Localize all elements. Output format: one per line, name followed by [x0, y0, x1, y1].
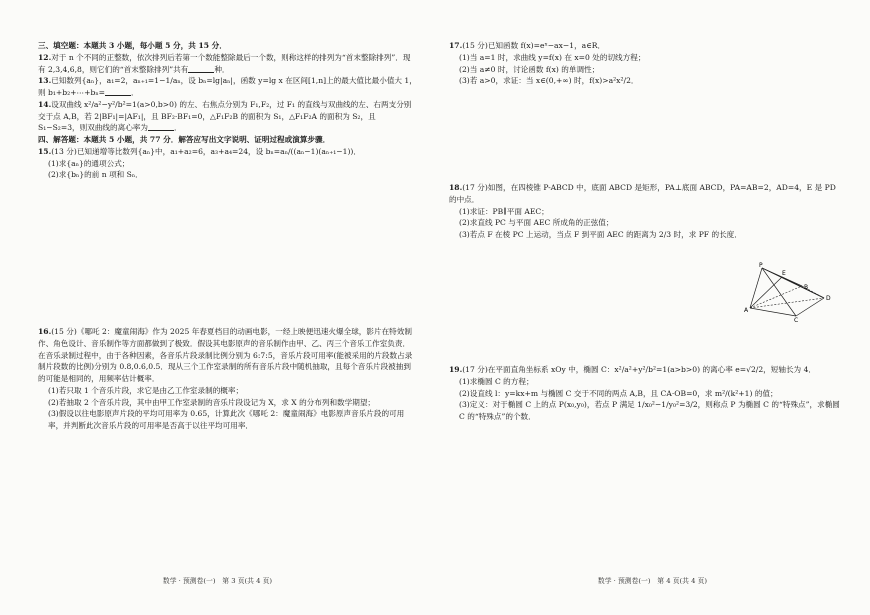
edge-BC [796, 298, 824, 316]
q14-tail: ． [174, 123, 182, 133]
section3-header: 三、填空题：本题共 3 小题，每小题 5 分，共 15 分． [38, 41, 227, 50]
q17-part-1: (1)当 a=1 时，求曲线 y=f(x) 在 x=0 处的切线方程； [459, 52, 646, 62]
q16-text: (15 分)《哪吒 2：魔童闹海》作为 2025 年春夏档目的动画电影，一经上映便迅速火爆全球，影片在特效制作、角色设计、音乐制作等方面都做到了极致．假设其电影原声的音乐制作由甲、乙、丙三个音乐工作室负责．在音乐录制过程中，由于各种因素，各音乐片段录制比例分别为 6:7:5，音乐片段可用率(能被采用的片段数占录制片段数的比例)分别为 0.8,0.6,0.5．现从三个工作室录制的所有音乐片段中随机抽取，且每个音乐片段被抽到的可能是相同的，用频率估计概率． [38, 327, 413, 384]
label-D: D [826, 295, 831, 302]
label-C: C [794, 317, 799, 322]
page-4 [435, 0, 870, 615]
q12-answer-blank [188, 64, 214, 73]
q16-number: 16. [38, 327, 52, 336]
q12-number: 12. [38, 52, 52, 62]
q19-part-2: (2)设直线 l：y=kx+m 与椭圆 C 交于不同的两点 A,B，且 CA·OB=0，求 m²/(k²+1) 的值； [459, 388, 778, 398]
q13-text: 已知数列{aₙ}，a₁=2，aₙ₊₁=1−1/aₙ，设 bₙ=lg|aₙ|，函数 y=lg x 在区间[1,n]上的最大值比最小值大 1，则 b₁+b₂+⋯+bₙ= [38, 76, 417, 98]
q14-number: 14. [38, 99, 52, 109]
q16-part-1: (1)若只取 1 个音乐片段，求它是由乙工作室录制的概率； [48, 385, 244, 395]
q14-text: 设双曲线 x²/a²−y²/b²=1(a>0,b>0) 的左、右焦点分别为 F₁,F₂，过 F₁ 的直线与双曲线的左、右两支分别交于点 A,B，若 2|BF₁|=|AF₁|，且 BF₂·BF₁=0，△F₁F₂B 的面积为 S₁，△F₁F₂A 的面积为 S₂，且 S₁−S₂=3，则双曲线的离心率为 [38, 99, 412, 133]
q12-tail: 种． [214, 64, 230, 74]
q17-part-2: (2)当 a≠0 时，讨论函数 f(x) 的单调性； [459, 64, 600, 74]
question-14 [38, 99, 417, 134]
q18-number: 18. [449, 183, 463, 192]
page-3-column [38, 40, 417, 181]
page-3-footer: 数学 · 预测卷(一) 第 3 页(共 4 页) [162, 577, 273, 586]
q19-part-3: (3)定义：对于椭圆 C 上的点 P(x₀,y₀)，若点 P 满足 1/x₀²−1/y₀²=3/2，则称点 P 为椭圆 C 的“特殊点”，求椭圆 C 的“特殊点”的个数． [459, 400, 840, 422]
q17-text: (15 分)已知函数 f(x)=eˣ−ax−1，a∈R． [462, 41, 606, 50]
q13-answer-blank [105, 87, 131, 96]
question-19 [449, 364, 840, 376]
q16-part-3: (3)假设以往电影原声片段的平均可用率为 0.65，计算此次《哪吒 2：魔童闹海》电影原声音乐片段的可用率，并判断此次音乐片段的可用率是否高于以往平均可用率． [48, 409, 405, 431]
question-19-block [449, 364, 840, 423]
q19-number: 19. [449, 365, 463, 374]
edge-PB [762, 268, 796, 316]
question-15 [38, 146, 417, 158]
label-P: P [759, 262, 763, 269]
q18-part-3: (3)若点 F 在棱 PC 上运动，当点 F 到平面 AEC 的距离为 2/3 时，求 PF 的长度． [459, 230, 742, 240]
q13-number: 13. [38, 76, 52, 86]
q16-part-2: (2)若抽取 2 个音乐片段，其中由甲工作室录制的音乐片段设记为 X，求 X 的分布列和数学期望； [48, 397, 376, 407]
q15-number: 15. [38, 146, 52, 156]
q15-part-2: (2)求{bₙ}的前 n 项和 Sₙ． [48, 170, 143, 180]
pyramid-diagram [744, 262, 834, 322]
q17-number: 17. [449, 41, 463, 50]
q18-part-2: (2)求直线 PC 与平面 AEC 所成角的正弦值； [459, 218, 614, 228]
q17-part-3: (3)若 a>0，求证：当 x∈(0,+∞) 时，f(x)>a²x²/2． [459, 76, 639, 86]
q18-part-1: (1)求证：PB∥平面 AEC； [459, 206, 549, 216]
q14-answer-blank [148, 122, 174, 131]
question-16 [38, 326, 417, 385]
question-16-block [38, 326, 417, 432]
q15-part-1: (1)求{aₙ}的通项公式； [48, 158, 130, 168]
question-18-block [449, 182, 840, 241]
q15-text: (13 分)已知递增等比数列{aₙ}中，a₁+a₂=6，a₃+a₄=24，设 bₙ=aₙ/((aₙ−1)(aₙ₊₁−1))． [51, 146, 361, 156]
q12-text: 对于 n 个不同的正整数，依次排列后若第一个数能整除最后一个数，则称这样的排列为“首末整除排列”．现有 2,3,4,6,8，则它们的“首末整除排列”共有 [38, 52, 411, 74]
label-A: A [744, 307, 749, 314]
q19-part-1: (1)求椭圆 C 的方程； [459, 376, 534, 386]
pyramid-figure [744, 262, 834, 322]
label-E: E [782, 270, 786, 277]
page-4-column [449, 40, 840, 87]
question-13 [38, 75, 417, 99]
edge-AB [750, 308, 796, 316]
q13-tail: ． [131, 88, 139, 98]
question-18 [449, 182, 840, 206]
page-4-footer: 数学 · 预测卷(一) 第 4 页(共 4 页) [597, 577, 708, 586]
question-17 [449, 40, 840, 52]
q19-text: (17 分)在平面直角坐标系 xOy 中，椭圆 C：x²/a²+y²/b²=1(a>b>0) 的离心率 e=√2/2，短轴长为 4． [462, 365, 816, 374]
label-B: B [804, 284, 809, 291]
q18-text: (17 分)如图，在四棱锥 P-ABCD 中，底面 ABCD 是矩形，PA⊥底面 ABCD，PA=AB=2，AD=4，E 是 PD 的中点． [449, 183, 836, 204]
section4-header: 四、解答题：本题共 5 小题，共 77 分．解答应写出文字说明、证明过程或演算步骤． [38, 135, 331, 145]
question-12 [38, 52, 417, 76]
